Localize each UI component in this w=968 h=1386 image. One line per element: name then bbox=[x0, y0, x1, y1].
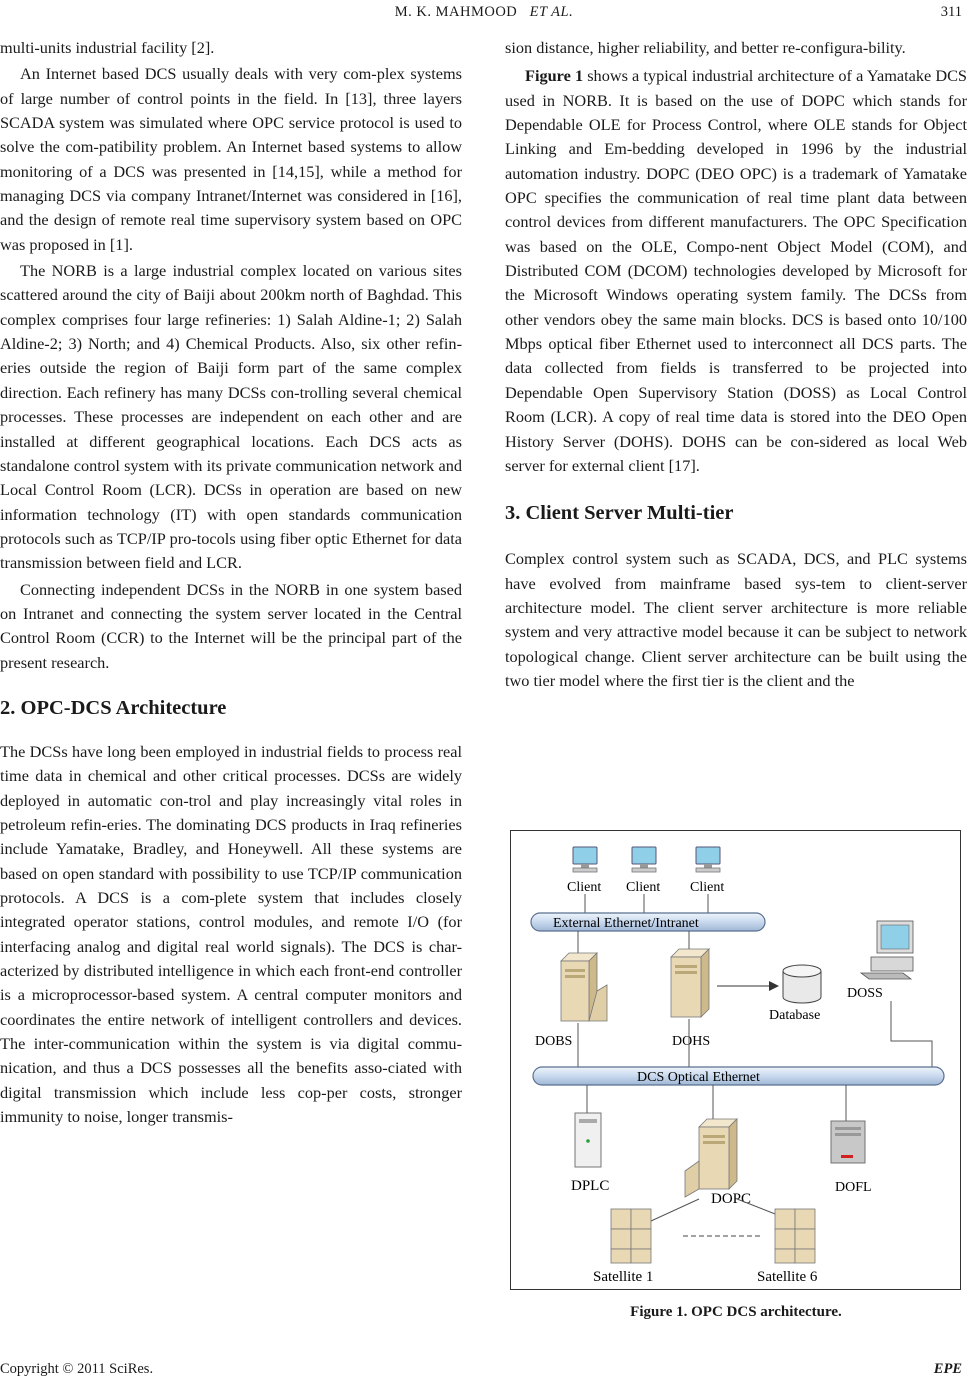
doss-workstation bbox=[861, 921, 913, 979]
database-label: Database bbox=[769, 1008, 821, 1023]
dopc-server bbox=[685, 1119, 737, 1197]
satellite-rack-icon bbox=[775, 1209, 795, 1229]
authors-etal: ET AL. bbox=[529, 4, 574, 20]
doss-link bbox=[891, 1001, 932, 1069]
client-3 bbox=[690, 847, 724, 895]
drive-bay bbox=[703, 1135, 725, 1138]
section-3-heading: 3. Client Server Multi-tier bbox=[505, 502, 734, 525]
section-2-heading: 2. OPC-DCS Architecture bbox=[0, 696, 227, 719]
client-monitor-icon bbox=[632, 847, 656, 864]
satellite-rack-unit bbox=[611, 1229, 631, 1249]
drive-bay bbox=[835, 1127, 861, 1130]
satellite-6-label: Satellite 6 bbox=[757, 1269, 818, 1285]
arrow-head-icon bbox=[769, 981, 779, 991]
dohs-server bbox=[671, 949, 709, 1017]
client-1 bbox=[567, 847, 601, 895]
satellite-rack-unit bbox=[795, 1249, 815, 1263]
page-number: 311 bbox=[940, 4, 962, 20]
server-side bbox=[729, 1119, 737, 1189]
doss-keyboard bbox=[861, 973, 911, 979]
left-paragraph-2: An Internet based DCS usually deals with very com-plex systems of large number of control points in the field. In [13], three layers SCADA system was simulated where OPC service protocol is used to solve the com-patibility problem. An Internet based systems to allow monitoring of a DCS was presented in [14,15], while a method for managing DCS via company Intranet/Internet was considered in [16], and the design of remote real time supervisory system based on OPC was proposed in [1]. bbox=[0, 64, 462, 254]
dplc-unit bbox=[575, 1113, 601, 1167]
left-paragraph-3: The NORB is a large industrial complex located on various sites scattered around the city of Baiji about 200km north of Baghdad. This complex comprises four large refineries: 1) Salah Aldine-1; 2) Salah Aldine-2; 3) North; and 4) Chemical Products. Also, six other refin-eries outside the region of Baiji form part of the same complex direction. Each refinery has many DCSs con-trolling several chemical processes. These processes are independent on each other and are installed at different geographical locations. Each DCS acts as standalone control system with its private communication network and Local Control Room (LCR). DCSs in operation are based on new information technology (IT) with open standards communication protocols such as TCP/IP pro-tocols using fiber optic Ethernet for data transmission between field and LCR. bbox=[0, 261, 462, 573]
right-paragraph-2 bbox=[505, 64, 967, 478]
dohs-label: DOHS bbox=[672, 1034, 711, 1049]
dobs-label: DOBS bbox=[535, 1034, 573, 1049]
copyright-notice: Copyright © 2011 SciRes. bbox=[0, 1361, 154, 1377]
authors-name: M. K. MAHMOOD bbox=[394, 4, 518, 20]
dofl-unit bbox=[831, 1121, 865, 1163]
monitor-stand bbox=[581, 864, 589, 868]
satellite-rack-unit bbox=[775, 1249, 795, 1263]
architecture-svg bbox=[511, 831, 960, 1289]
doss-screen bbox=[881, 925, 909, 949]
left-column bbox=[0, 36, 462, 1129]
monitor-stand bbox=[704, 864, 712, 868]
satellite-rack-unit bbox=[631, 1209, 651, 1229]
figure-1-reference[interactable]: Figure 1 bbox=[525, 66, 584, 86]
dopc-label: DOPC bbox=[711, 1191, 752, 1207]
dobs-server bbox=[561, 953, 607, 1021]
client-monitor-icon bbox=[696, 847, 720, 864]
left-paragraph-5: The DCSs have long been employed in industrial fields to process real time data in chemical and other critical processes. DCSs are widely deployed in automatic con-trol and play increasingly vital roles in petroleum refin-eries. The dominating DCS products in Iraq refineries include Yamatake, Bradley, and Honeywell. All these systems are based on open standard with possibility to use TCP/IP communication protocols. A DCS is a com-plete system that includes closely integrated operator stations, control modules, and remote I/O (for interfacing analog and digital real world signals). The DCS is char-acterized by distributed intelligence in which each front-end controller is a microprocessor-based system. A central computer monitors and coordinates the entire network of intelligent controllers and devices. The inter-communication within the system is via digital commu-nication, and thus a DCS possesses all the benefits asso-ciated with digital transmission which include less cop-per costs, stronger immunity to noise, longer transmis- bbox=[0, 741, 462, 1127]
monitor-stand bbox=[640, 864, 648, 868]
drive-bay bbox=[565, 969, 585, 972]
left-paragraph-1: multi-units industrial facility [2]. bbox=[0, 38, 215, 57]
journal-abbrev: EPE bbox=[933, 1361, 962, 1377]
satellite-6 bbox=[775, 1209, 815, 1263]
page-header bbox=[0, 4, 968, 26]
dopc-satellite-1-link bbox=[651, 1199, 699, 1221]
drive-bay bbox=[675, 971, 697, 974]
satellite-rack-unit bbox=[611, 1249, 631, 1263]
running-authors bbox=[0, 4, 968, 21]
figure-1-diagram bbox=[510, 830, 961, 1290]
drive-bay bbox=[835, 1133, 861, 1136]
external-bus-label: External Ethernet/Intranet bbox=[553, 916, 699, 931]
database-top bbox=[783, 965, 821, 977]
database bbox=[783, 965, 821, 1003]
satellite-1 bbox=[611, 1209, 651, 1263]
satellite-rack-unit bbox=[795, 1209, 815, 1229]
drive-bay bbox=[579, 1119, 597, 1123]
client-3-label: Client bbox=[690, 880, 725, 895]
client-1-label: Client bbox=[567, 880, 602, 895]
server-side bbox=[701, 949, 709, 1017]
doss-cpu-case bbox=[871, 957, 913, 971]
client-2-label: Client bbox=[626, 880, 661, 895]
client-2 bbox=[626, 847, 660, 895]
page-footer bbox=[0, 1361, 968, 1383]
server-base bbox=[685, 1161, 699, 1197]
satellite-rack-icon bbox=[611, 1209, 631, 1229]
doss-label: DOSS bbox=[847, 986, 883, 1001]
satellite-rack-unit bbox=[631, 1229, 651, 1249]
right-paragraph-3: Complex control system such as SCADA, DCS, and PLC systems have evolved from mainframe based sys-tem to client-server architecture model. The client server architecture is more reliable system and very attractive model because it can be subject to network topological change. Client server architecture can be built using the two tier model where the first tier is the client and the bbox=[505, 549, 967, 690]
right-paragraph-1: sion distance, higher reliability, and better re-configura-bility. bbox=[505, 38, 906, 57]
dofl-label: DOFL bbox=[835, 1180, 872, 1195]
dofl-status-led bbox=[841, 1155, 853, 1158]
right-column bbox=[505, 36, 967, 693]
satellite-rack-unit bbox=[775, 1229, 795, 1249]
dcs-bus-label: DCS Optical Ethernet bbox=[637, 1070, 760, 1085]
status-led bbox=[586, 1139, 590, 1143]
satellite-rack-unit bbox=[631, 1249, 651, 1263]
left-paragraph-4: Connecting independent DCSs in the NORB in one system based on Intranet and connecting the system server located in the Central Control Room (CCR) to the Internet will be the principal part of the present research. bbox=[0, 579, 462, 672]
figure-1-caption: Figure 1. OPC DCS architecture. bbox=[630, 1304, 842, 1320]
dplc-label: DPLC bbox=[571, 1178, 610, 1194]
keyboard bbox=[573, 868, 597, 872]
satellite-1-label: Satellite 1 bbox=[593, 1269, 654, 1285]
drive-bay bbox=[565, 975, 585, 978]
satellite-rack-unit bbox=[795, 1229, 815, 1249]
client-monitor-icon bbox=[573, 847, 597, 864]
keyboard bbox=[696, 868, 720, 872]
keyboard bbox=[632, 868, 656, 872]
drive-bay bbox=[675, 965, 697, 968]
right-paragraph-2-text: shows a typical industrial architecture of a Yamatake DCS used in NORB. It is based on the use of DOPC which stands for Dependable OLE for Process Control, where OLE stands for Object Linking and Em-bedding developed in 1996 by the industrial automation industry. DOPC (DEO OPC) is a trademark of Yamatake OPC specifies the communication of real time plant data between control devices from different manufacturers. The OPC Specification was based on the OLE, Compo-nent Object Model (COM), and Distributed COM (DCOM) technologies developed by Microsoft for the Microsoft Windows operating system family. The DCSs from other vendors obey the same main blocks. DCS is based onto 10/100 Mbps optical fiber Ethernet used to interconnect all DCS parts. The data collected from fields is transferred to be projected into Dependable Open Supervisory Station (DOSS) as Local Control Room (LCR). A copy of real time data is stored into the DEO Open History Server (DOHS). DOHS can be con-sidered as local Web server for external client [17]. bbox=[505, 66, 967, 475]
drive-bay bbox=[703, 1141, 725, 1144]
